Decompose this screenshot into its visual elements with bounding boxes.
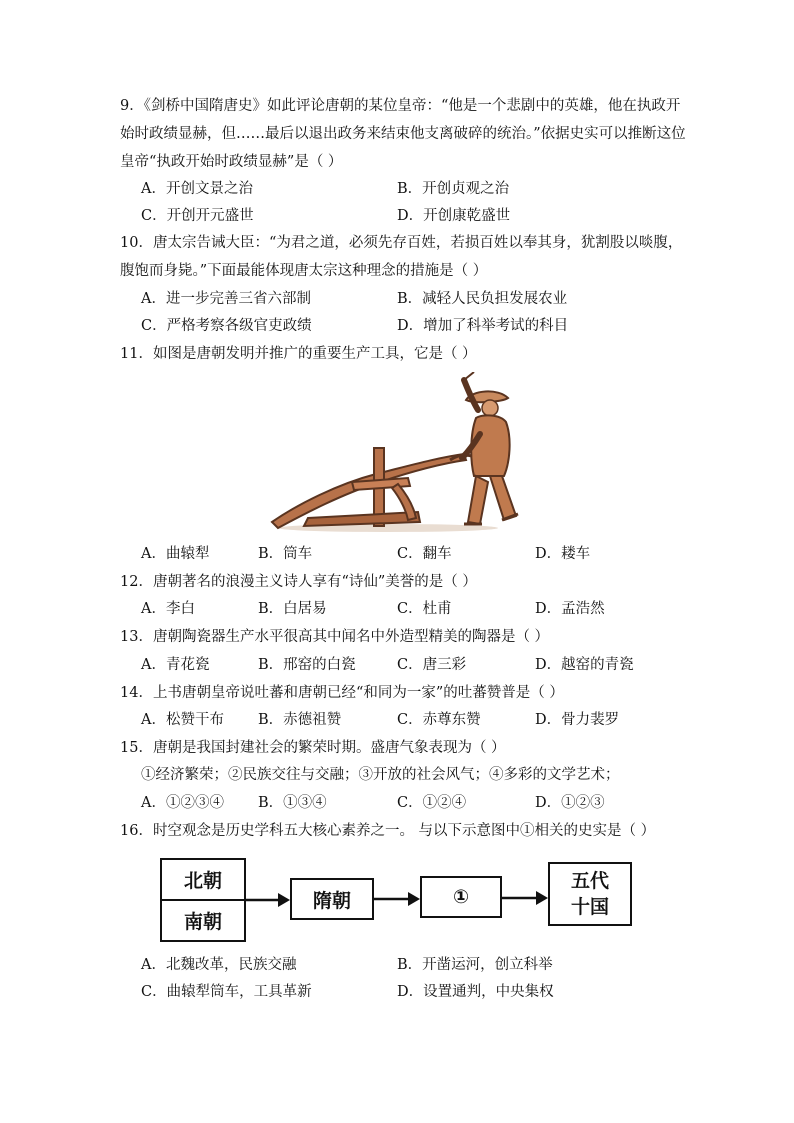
q10-stem-line1: 10．唐太宗告诫大臣：“为君之道，必须先存百姓，若损百姓以奉其身，犹割股以啖腹， [120,235,683,251]
q10-option-a[interactable]: A．进一步完善三省六部制 [141,291,311,307]
q11-option-c[interactable]: C．翻车 [397,546,452,562]
q15-option-a[interactable]: A．①②③④ [141,795,224,811]
q12-option-d[interactable]: D．孟浩然 [535,601,605,617]
q9-stem-line2: 始时政绩显赫，但……最后以退出政务来结束他支离破碎的统治。”依据史实可以推断这位 [120,126,686,142]
dynasty-timeline-diagram [160,858,634,942]
arrow-right-icon [246,890,290,910]
northern-southern-dynasties-box [160,858,246,942]
q11-option-a[interactable]: A．曲辕犁 [141,546,210,562]
q10-stem-line2: 腹饱而身毙。”下面最能体现唐太宗这种理念的措施是（ ） [120,263,488,279]
curved-plow-illustration [268,372,530,536]
q15-option-b[interactable]: B．①③④ [258,795,327,811]
arrow-right-icon [502,888,548,908]
q10-option-b[interactable]: B．减轻人民负担发展农业 [397,291,568,307]
q15-stem-line1: 15．唐朝是我国封建社会的繁荣时期。盛唐气象表现为（ ） [120,740,506,756]
q9-option-d[interactable]: D．开创康乾盛世 [397,208,511,224]
q12-option-c[interactable]: C．杜甫 [397,601,452,617]
q16-stem-line1: 16．时空观念是历史学科五大核心素养之一。 与以下示意图中①相关的史实是（ ） [120,823,656,839]
q9-option-a[interactable]: A．开创文景之治 [141,181,253,197]
q14-option-d[interactable]: D．骨力裴罗 [535,712,620,728]
q14-option-a[interactable]: A．松赞干布 [141,712,224,728]
q10-option-d[interactable]: D．增加了科举考试的科目 [397,318,569,334]
q15-option-c[interactable]: C．①②④ [397,795,467,811]
q16-option-c[interactable]: C．曲辕犁筒车，工具革新 [141,984,312,1000]
q12-stem-line1: 12．唐朝著名的浪漫主义诗人享有“诗仙”美誉的是（ ） [120,574,477,590]
q9-stem-line1: 9．《剑桥中国隋唐史》如此评论唐朝的某位皇帝：“他是一个悲剧中的英雄，他在执政开 [120,98,681,114]
q11-stem-line1: 11．如图是唐朝发明并推广的重要生产工具，它是（ ） [120,346,477,362]
ten-kingdoms-label: 十国 [570,896,609,918]
q9-option-c[interactable]: C．开创开元盛世 [141,208,254,224]
q15-option-d[interactable]: D．①②③ [535,795,605,811]
q13-option-c[interactable]: C．唐三彩 [397,657,467,673]
q14-stem-line1: 14．上书唐朝皇帝说吐蕃和唐朝已经“和同为一家”的吐蕃赞普是（ ） [120,685,564,701]
q13-option-d[interactable]: D．越窑的青瓷 [535,657,634,673]
q11-option-b[interactable]: B．筒车 [258,546,313,562]
northern-dynasties-label: 北朝 [183,870,222,892]
q11-option-d[interactable]: D．耧车 [535,546,591,562]
q15-statements: ①经济繁荣；②民族交往与交融；③开放的社会风气；④多彩的文学艺术； [141,767,620,783]
q16-option-b[interactable]: B．开凿运河，创立科举 [397,957,553,973]
five-dynasties-label: 五代 [570,870,609,892]
q12-option-b[interactable]: B．白居易 [258,601,327,617]
q13-option-a[interactable]: A．青花瓷 [141,657,210,673]
q16-option-d[interactable]: D．设置通判，中央集权 [397,984,554,1000]
q14-option-c[interactable]: C．赤尊东赞 [397,712,481,728]
q12-option-a[interactable]: A．李白 [141,601,195,617]
q13-stem-line1: 13．唐朝陶瓷器生产水平很高其中闻名中外造型精美的陶器是（ ） [120,629,550,645]
blank-dynasty-box: ① [420,876,502,918]
q16-option-a[interactable]: A．北魏改革，民族交融 [141,957,297,973]
q13-option-b[interactable]: B．邢窑的白瓷 [258,657,356,673]
q10-option-c[interactable]: C．严格考察各级官吏政绩 [141,318,312,334]
five-dynasties-ten-kingdoms-box [548,862,632,926]
sui-dynasty-box: 隋朝 [290,878,374,920]
q14-option-b[interactable]: B．赤德祖赞 [258,712,342,728]
arrow-right-icon [374,889,420,909]
q9-option-b[interactable]: B．开创贞观之治 [397,181,510,197]
q9-stem-line3: 皇帝“执政开始时政绩显赫”是（ ） [120,154,343,170]
southern-dynasties-label: 南朝 [162,899,244,940]
